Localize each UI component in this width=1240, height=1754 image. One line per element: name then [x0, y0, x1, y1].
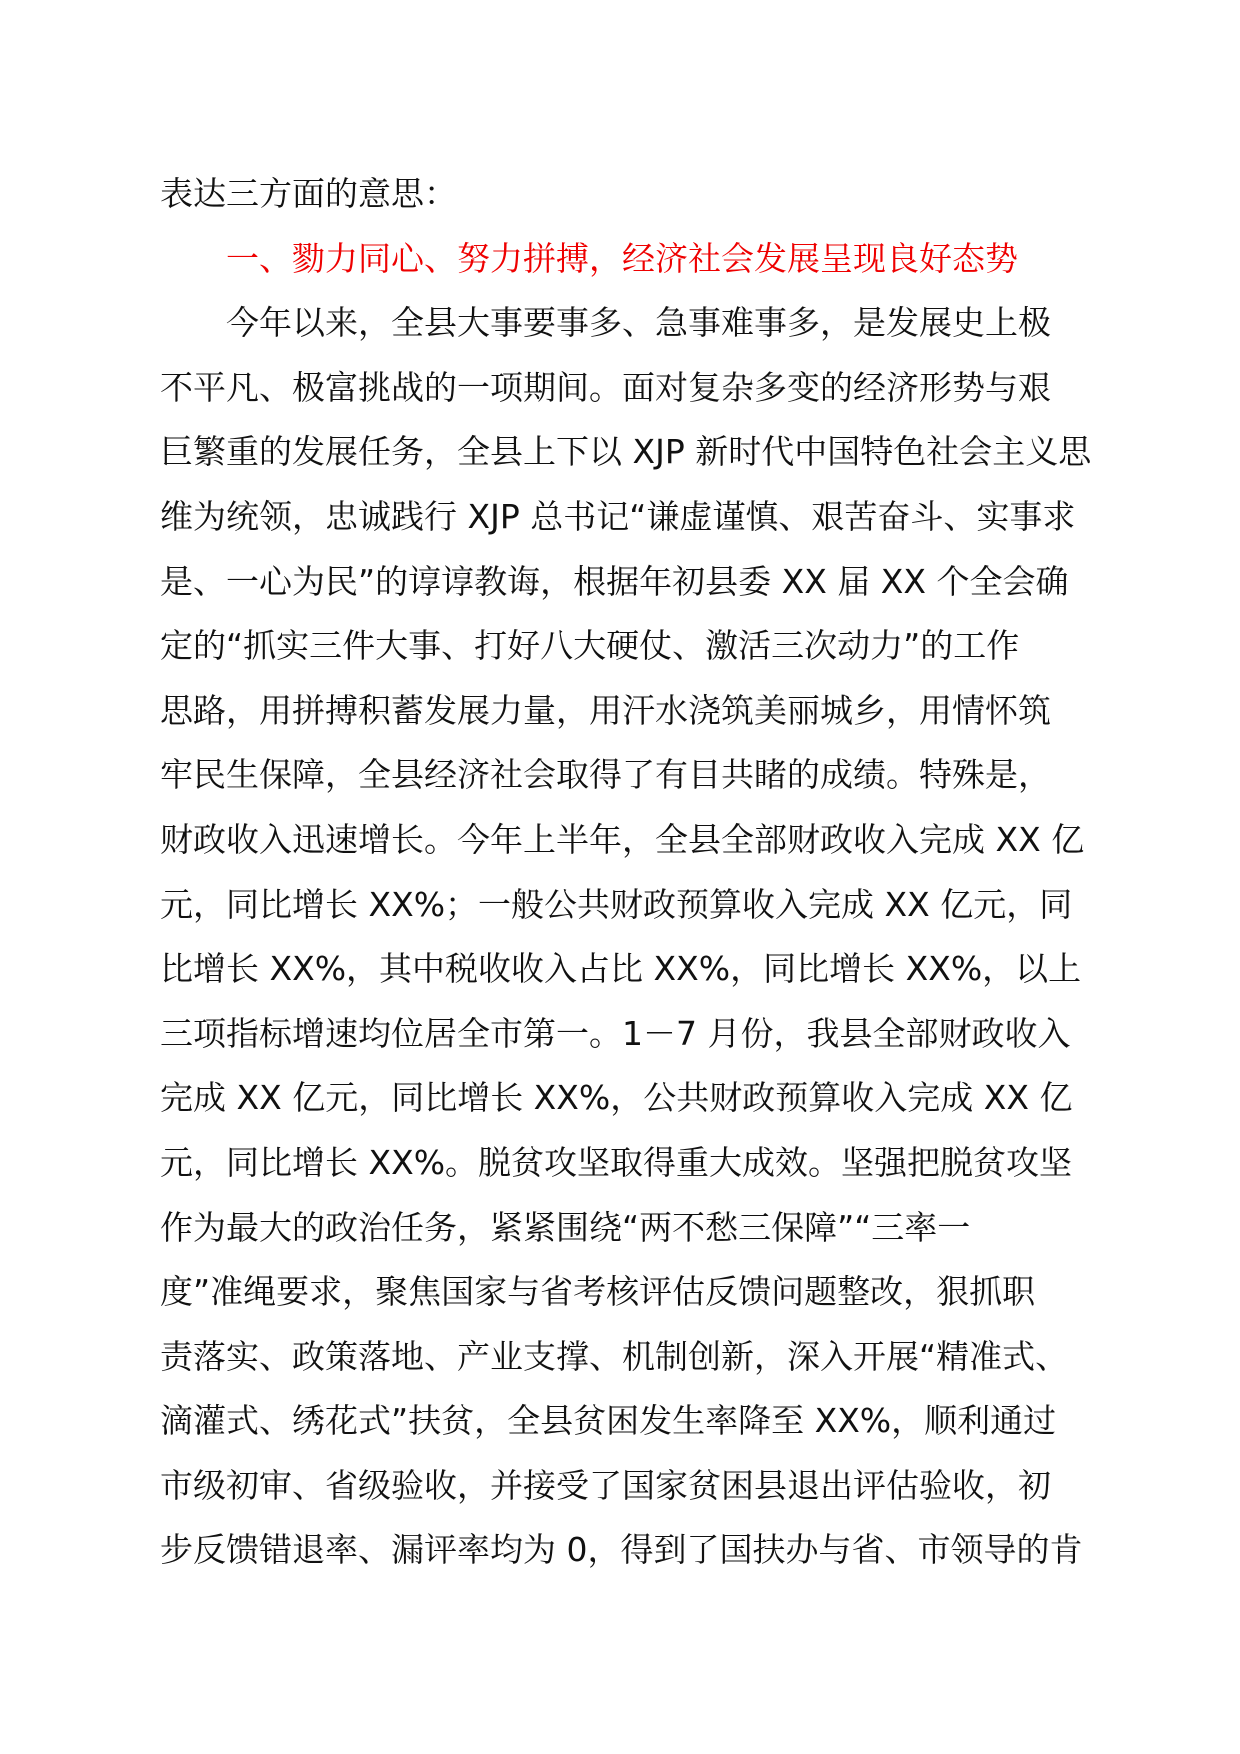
paragraph-line: 完成 XX 亿元，同比增长 XX%，公共财政预算收入完成 XX 亿 — [160, 1078, 1073, 1118]
section-heading: 一、勠力同心、努力拼搏，经济社会发展呈现良好态势 — [226, 238, 1018, 278]
intro-line: 表达三方面的意思： — [160, 174, 457, 213]
document-body — [160, 162, 1120, 1583]
paragraph-line: 滴灌式、绣花式”扶贫，全县贫困发生率降至 XX%，顺利通过 — [160, 1401, 1057, 1441]
paragraph-line: 维为统领，忠诚践行 XJP 总书记“谦虚谨慎、艰苦奋斗、实事求 — [160, 496, 1076, 536]
paragraph-line: 定的“抓实三件大事、打好八大硬仗、激活三次动力”的工作 — [160, 626, 1020, 666]
paragraph-line: 市级初审、省级验收，并接受了国家贫困县退出评估验收，初 — [160, 1465, 1051, 1505]
paragraph-line: 三项指标增速均位居全市第一。1－7 月份，我县全部财政收入 — [160, 1013, 1071, 1053]
paragraph-line: 不平凡、极富挑战的一项期间。面对复杂多变的经济形势与艰 — [160, 367, 1051, 407]
paragraph-line: 今年以来，全县大事要事多、急事难事多，是发展史上极 — [226, 303, 1051, 343]
paragraph-line: 财政收入迅速增长。今年上半年，全县全部财政收入完成 XX 亿 — [160, 819, 1085, 859]
paragraph-line: 元，同比增长 XX%；一般公共财政预算收入完成 XX 亿元，同 — [160, 884, 1073, 924]
paragraph-line: 是、一心为民”的谆谆教诲，根据年初县委 XX 届 XX 个全会确 — [160, 561, 1069, 601]
paragraph-line: 巨繁重的发展任务，全县上下以 XJP 新时代中国特色社会主义思 — [160, 432, 1092, 472]
paragraph-line: 思路，用拼搏积蓄发展力量，用汗水浇筑美丽城乡，用情怀筑 — [160, 690, 1051, 730]
paragraph-line: 责落实、政策落地、产业支撑、机制创新，深入开展“精准式、 — [160, 1336, 1069, 1376]
paragraph-line: 比增长 XX%，其中税收收入占比 XX%，同比增长 XX%，以上 — [160, 949, 1082, 989]
paragraph-line: 步反馈错退率、漏评率均为 0，得到了国扶办与省、市领导的肯 — [160, 1530, 1083, 1570]
paragraph-line: 度”准绳要求，聚焦国家与省考核评估反馈问题整改，狠抓职 — [160, 1272, 1036, 1312]
paragraph-line: 作为最大的政治任务，紧紧围绕“两不愁三保障”“三率一 — [160, 1207, 971, 1247]
paragraph-line: 元，同比增长 XX%。脱贫攻坚取得重大成效。坚强把脱贫攻坚 — [160, 1142, 1073, 1182]
paragraph-line: 牢民生保障，全县经济社会取得了有目共睹的成绩。特殊是， — [160, 755, 1051, 795]
